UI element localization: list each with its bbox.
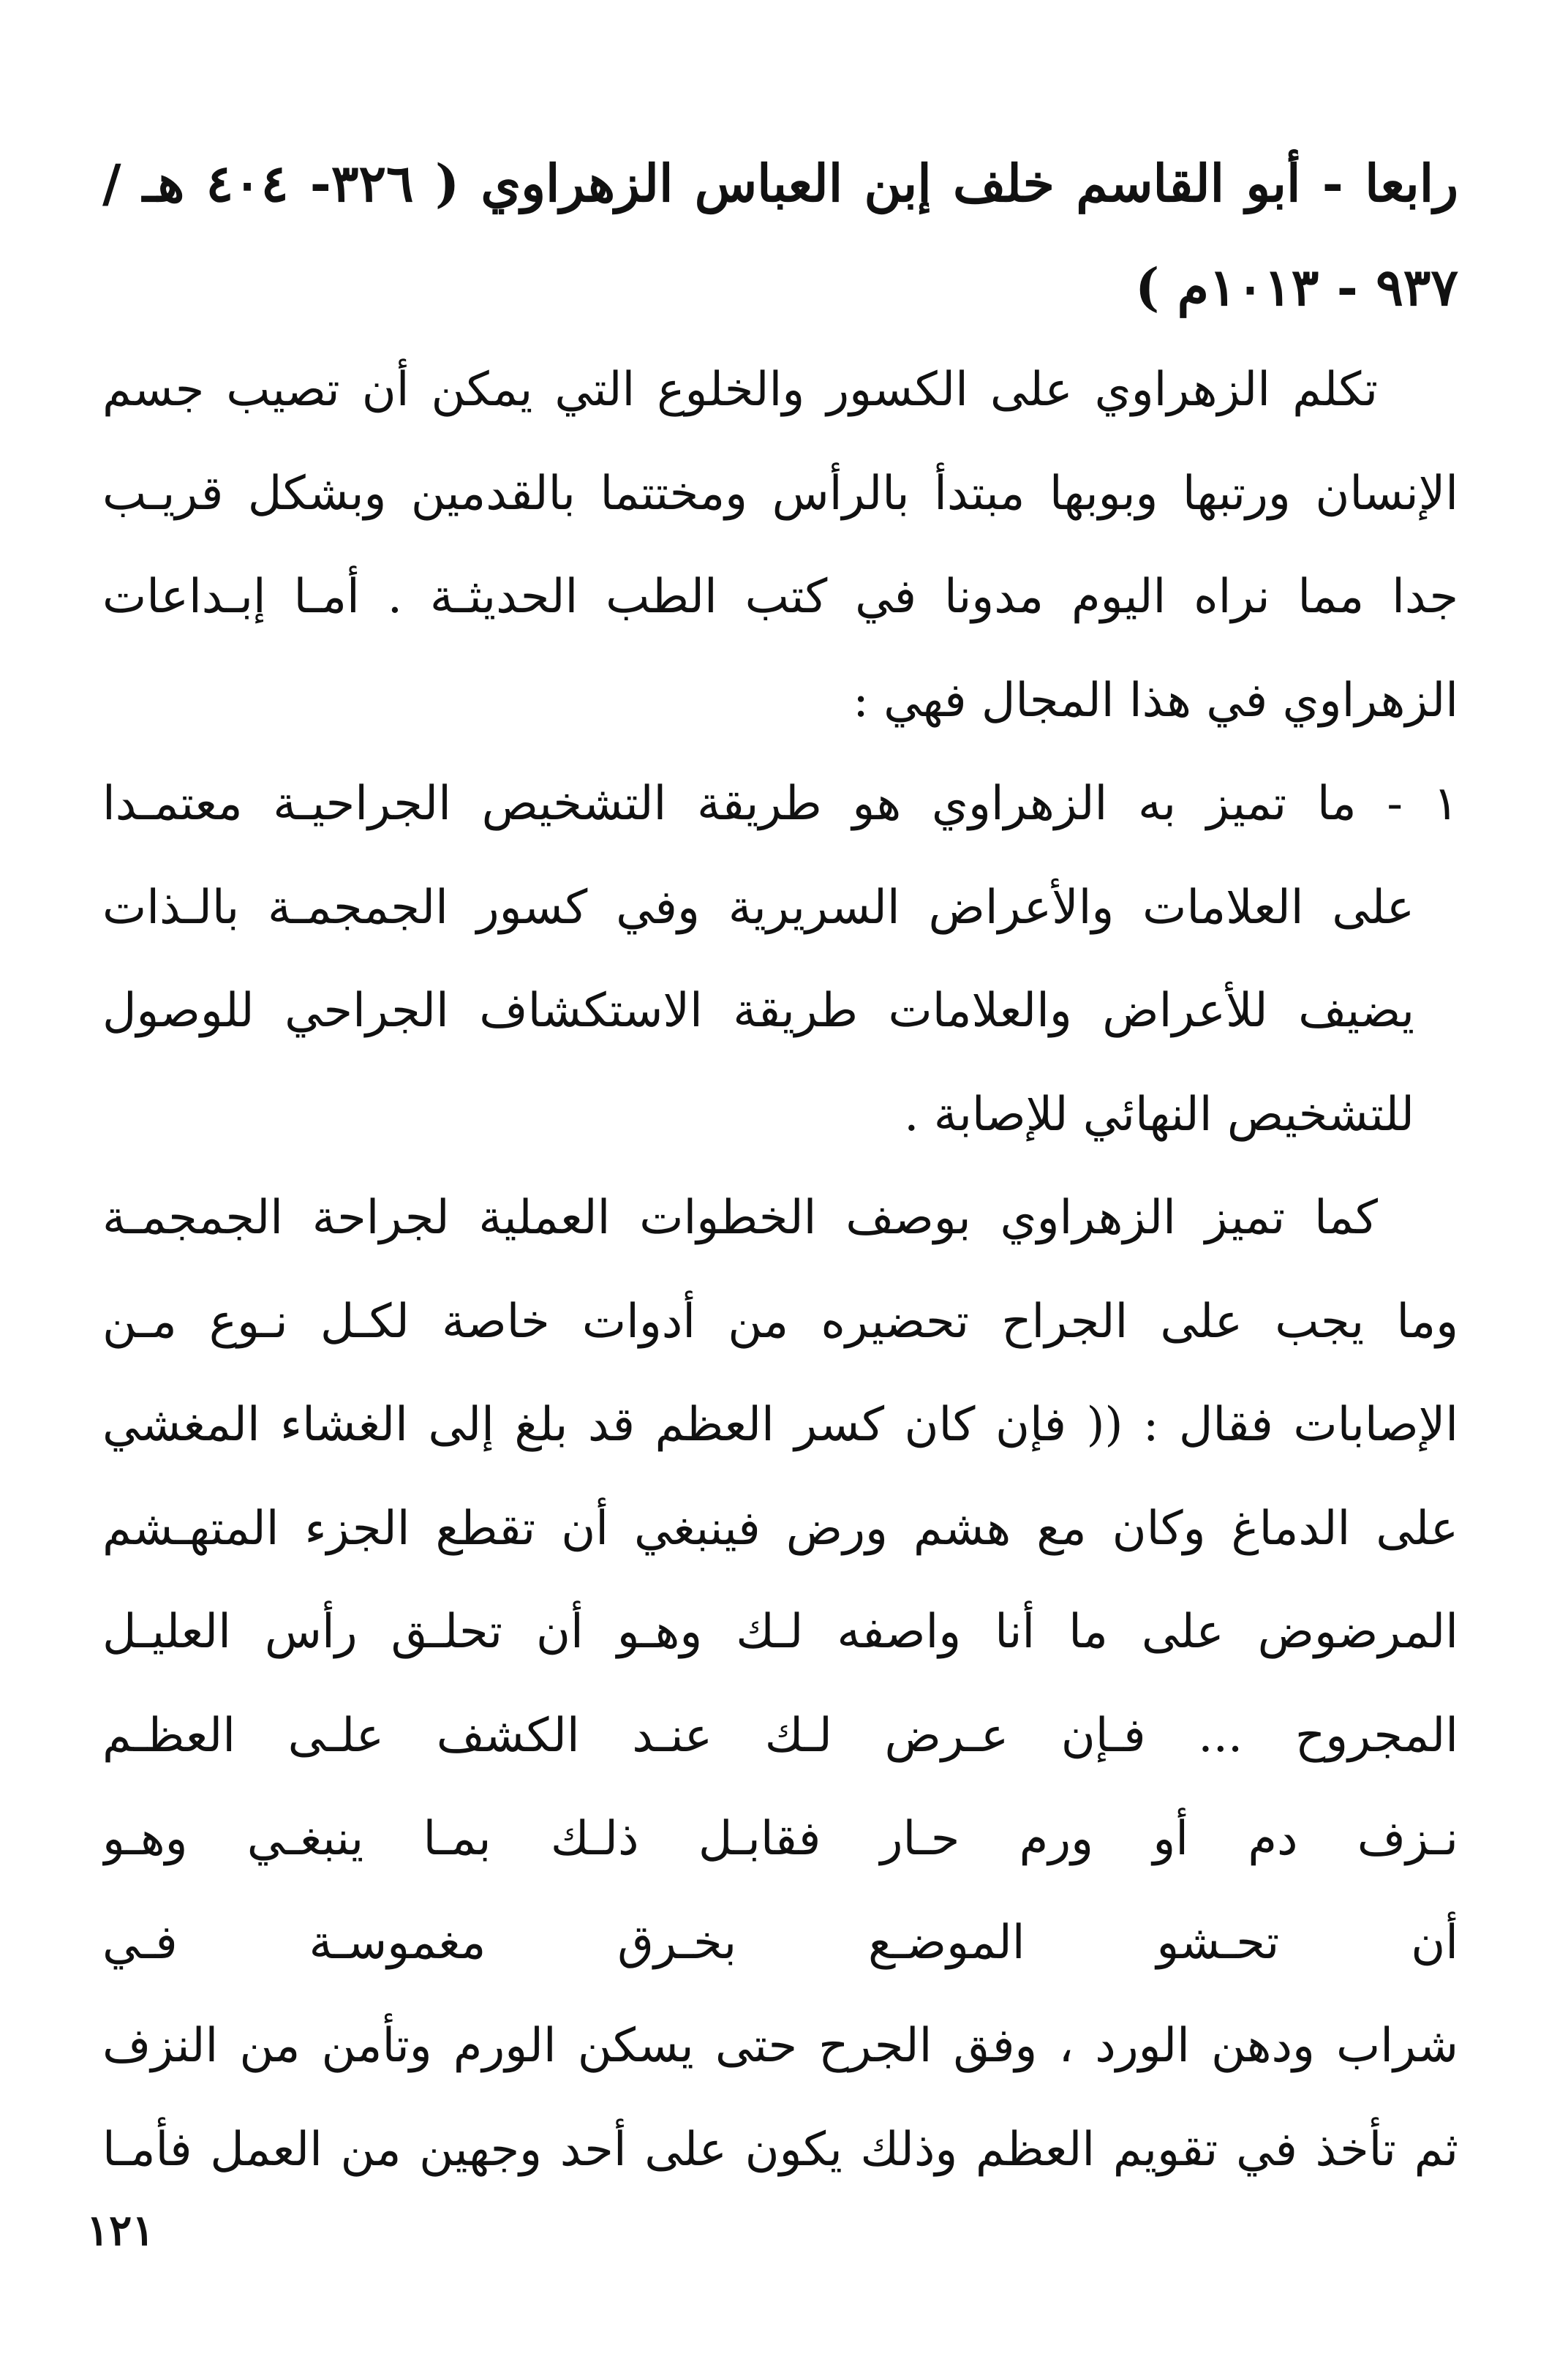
section-heading-line-2: ٩٣٧ - ١٠١٣م ) (1135, 256, 1458, 317)
paragraph-2-line-3: الإصابات فقال : (( فإن كان كسر العظم قد بلغ إلى الغشاء المغشي (102, 1398, 1458, 1452)
list-item-1-line-3: يضيف للأعراض والعلامات طريقة الاستكشاف الجراحي للوصول (102, 984, 1414, 1038)
page-body (102, 132, 1458, 2202)
paragraph-1-line-2: الإنسان ورتبها وبوبها مبتدأ بالرأس ومختتما بالقدمين وبشكل قريـب (102, 466, 1458, 521)
paragraph-2-line-9: شراب ودهن الورد ، وفق الجرح حتى يسكن الورم وتأمن من النزف (102, 2019, 1458, 2073)
list-item-1-line-1: ١ - ما تميز به الزهراوي هو طريقة التشخيص الجراحيـة معتمـدا (102, 777, 1458, 831)
paragraph-2-line-6: المجروح ... فـإن عـرض لـك عنـد الكشف علـى العظـم (102, 1708, 1458, 1763)
paragraph-1-line-1: تكلم الزهراوي على الكسور والخلوع التي يمكن أن تصيب جسم (102, 363, 1378, 417)
list-item-1-line-2: على العلامات والأعراض السريرية وفي كسور الجمجمـة بالـذات (102, 880, 1414, 935)
paragraph-2-line-2: وما يجب على الجراح تحضيره من أدوات خاصة لكـل نـوع مـن (102, 1294, 1458, 1349)
paragraph-2-line-5: المرضوض على ما أنا واصفه لـك وهـو أن تحلـق رأس العليـل (102, 1605, 1458, 1659)
page-number: ١٢١ (86, 2205, 155, 2255)
paragraph-2-line-10: ثم تأخذ في تقويم العظم وذلك يكون على أحد وجهين من العمل فأمـا (102, 2122, 1458, 2177)
section-heading-line-1: رابعا - أبو القاسم خلف إبن العباس الزهراوي ( ٣٢٦- ٤٠٤ هـ / (102, 153, 1458, 214)
list-item-1-line-4: للتشخيص النهائي للإصابة . (904, 1087, 1414, 1142)
paragraph-2-line-1: كما تميز الزهراوي بوصف الخطوات العملية لجراحة الجمجمـة (102, 1191, 1378, 1245)
paragraph-2-line-7: نـزف دم أو ورم حـار فقابـل ذلـك بمـا ينبغـي وهـو (102, 1812, 1458, 1866)
paragraph-1-line-3: جدا مما نراه اليوم مدونا في كتب الطب الحديثـة . أمـا إبـداعات (102, 570, 1458, 624)
paragraph-1-line-4: الزهراوي في هذا المجال فهي : (853, 673, 1458, 728)
paragraph-2-line-4: على الدماغ وكان مع هشم ورض فينبغي أن تقطع الجزء المتهـشم (102, 1501, 1458, 1556)
paragraph-2-line-8: أن تحـشو الموضـع بخـرق مغموسـة فـي (102, 1915, 1458, 1970)
